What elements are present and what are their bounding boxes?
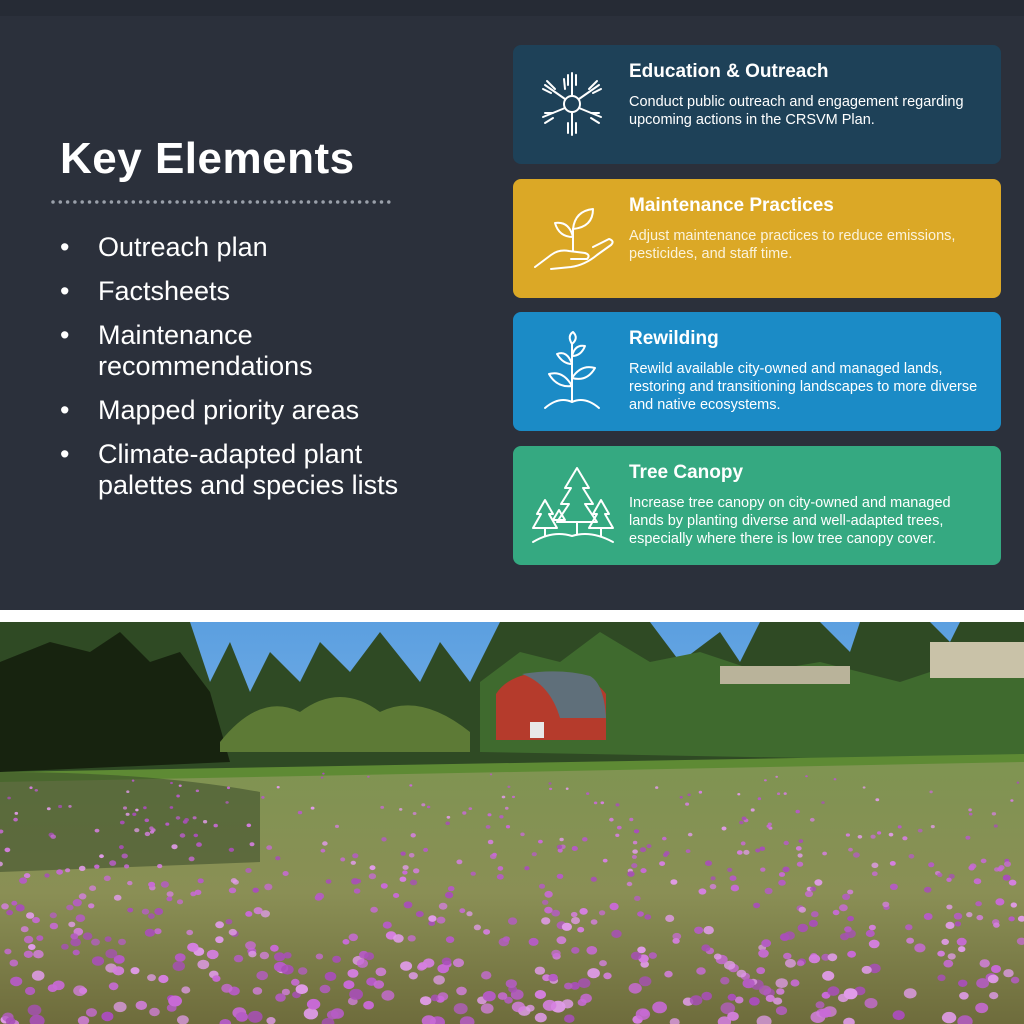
hands-circle-icon <box>529 61 615 147</box>
bullet-dot: • <box>60 395 70 425</box>
card-title: Rewilding <box>629 328 719 349</box>
bullet-text: Maintenance recommendations <box>98 320 313 381</box>
card-education-outreach <box>513 45 1001 164</box>
bullet-dot: • <box>60 320 70 350</box>
bullet-text: Climate-adapted plant palettes and species lists <box>98 439 399 500</box>
bullet-item <box>60 395 430 426</box>
bullet-item <box>60 232 430 263</box>
hand-seedling-icon <box>529 195 615 281</box>
meadow-with-barn-image <box>0 622 1024 1024</box>
card-description: Rewild available city-owned and managed lands, restoring and transitioning landscapes to more diverse and native ecosystems. <box>629 361 978 413</box>
bullet-dot: • <box>60 439 70 469</box>
card-description: Adjust maintenance practices to reduce emissions, pesticides, and staff time. <box>629 228 956 262</box>
dotted-divider <box>50 198 396 206</box>
bullet-dot: • <box>60 232 70 262</box>
card-tree-canopy <box>513 446 1001 565</box>
card-description: Conduct public outreach and engagement regarding upcoming actions in the CRSVM Plan. <box>629 94 964 128</box>
card-title: Tree Canopy <box>629 462 744 483</box>
white-divider <box>0 610 1024 622</box>
card-description: Increase tree canopy on city-owned and managed lands by planting diverse and well-adapted trees, especially where there is low tree canopy cover. <box>629 495 951 547</box>
bullet-item <box>60 276 430 307</box>
bullet-dot: • <box>60 276 70 306</box>
card-maintenance-practices <box>513 179 1001 298</box>
bullet-item <box>60 439 430 501</box>
card-title: Education & Outreach <box>629 61 829 82</box>
bullet-item <box>60 320 430 382</box>
sprouting-plant-icon <box>529 328 615 414</box>
slide-title: Key Elements <box>60 134 355 183</box>
bullet-text: Factsheets <box>98 276 231 306</box>
bullet-list <box>60 232 430 514</box>
meadow-photo <box>0 622 1024 1024</box>
top-strip <box>0 0 1024 16</box>
card-rewilding <box>513 312 1001 431</box>
bullet-text: Outreach plan <box>98 232 268 262</box>
card-title: Maintenance Practices <box>629 195 834 216</box>
bullet-text: Mapped priority areas <box>98 395 360 425</box>
pine-trees-icon <box>529 464 615 550</box>
